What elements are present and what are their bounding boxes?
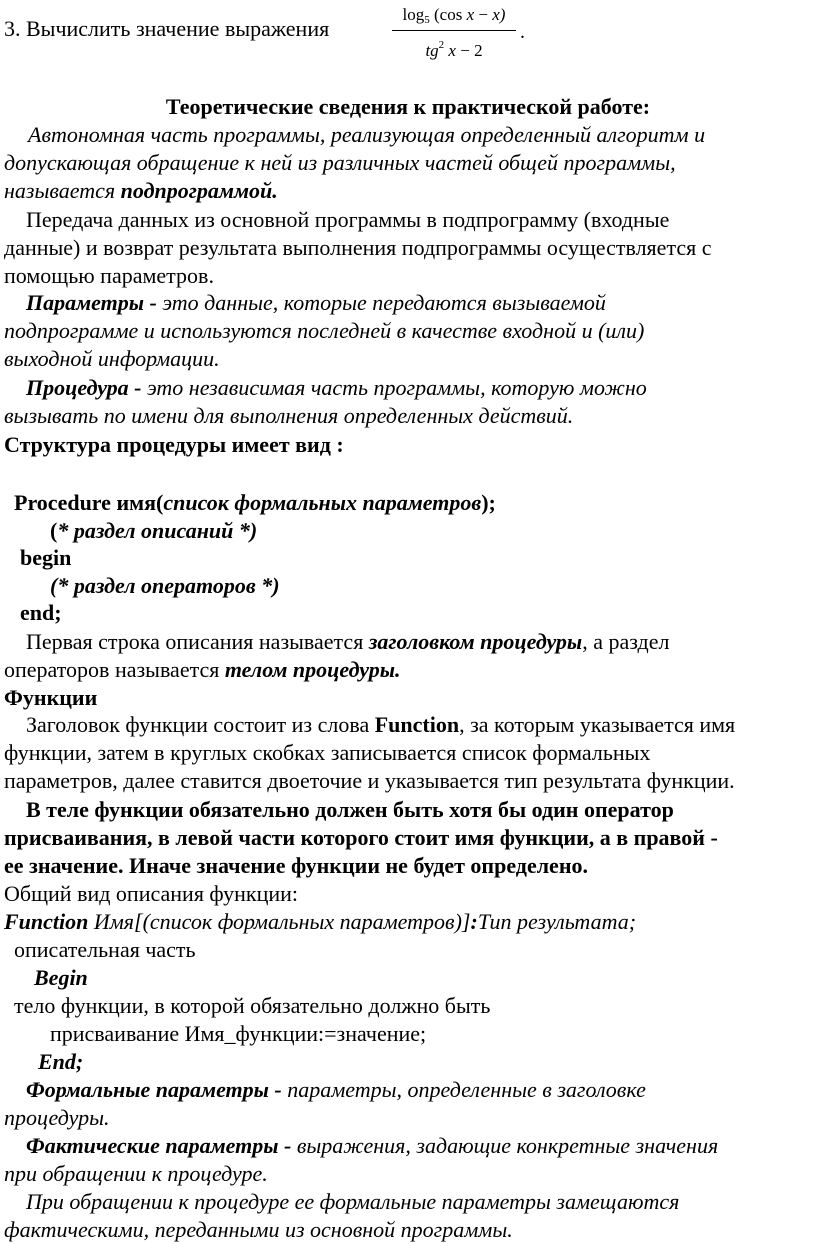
func-end: End; xyxy=(38,1049,84,1074)
params-def-line1 xyxy=(26,288,606,317)
proc-header-term: заголовком процедуры xyxy=(368,629,583,654)
formal-def-line2: процедуры. xyxy=(4,1105,110,1130)
proc-code-end: end; xyxy=(20,600,62,625)
formal-def-line1 xyxy=(26,1075,646,1104)
proc-parts-line1 xyxy=(26,627,669,656)
func-signature xyxy=(4,907,636,936)
func-header-line2: функции, затем в круглых скобках записывается список формальных xyxy=(4,740,651,765)
formal-term: Формальные параметры - xyxy=(26,1077,288,1102)
proc-parts-text1: Первая строка описания называется xyxy=(26,629,369,654)
formula-minus2: − xyxy=(460,41,470,60)
params-def-line2: подпрограмме и используются последней в качестве входной и (или) xyxy=(4,318,645,343)
func-header-text2: , за которым указывается имя xyxy=(459,712,736,737)
subroutine-def-line2: допускающая обращение к ней из различных частей общей программы, xyxy=(4,150,676,175)
formula-x3: x xyxy=(448,41,456,60)
actual-def-text1: выражения, задающие конкретные значения xyxy=(296,1133,719,1158)
func-body: тело функции, в которой обязательно должно быть xyxy=(14,993,491,1018)
proc-parts-line2 xyxy=(4,655,400,684)
task-text: 3. Вычислить значение выражения xyxy=(4,16,330,41)
func-desc-part: описательная часть xyxy=(14,937,196,962)
func-rule-line3: ее значение. Иначе значение функции не будет определено. xyxy=(4,853,588,878)
params-term: Параметры - xyxy=(26,290,163,315)
func-header-text1: Заголовок функции состоит из слова xyxy=(26,712,375,737)
proc-parts-text3: операторов называется xyxy=(4,657,225,682)
proc-code-begin: begin xyxy=(20,545,72,570)
procedure-def-line1 xyxy=(26,373,647,402)
formula-log-base: 5 xyxy=(424,14,430,26)
formula-denominator xyxy=(392,34,516,62)
func-header-line3: параметров, далее ставится двоеточие и указывается тип результата функции. xyxy=(4,768,735,793)
procedure-def-text1: это независимая часть программы, которую можно xyxy=(147,375,647,400)
proc-code-operators: (* раздел операторов *) xyxy=(50,573,280,598)
subroutine-term: подпрограммой. xyxy=(120,178,278,203)
func-rule-line2: присваивания, в левой части которого стоит имя функции, а в правой - xyxy=(4,825,718,850)
actual-term: Фактические параметры - xyxy=(26,1133,297,1158)
data-transfer-line3: помощью параметров. xyxy=(4,263,214,288)
formula-two: 2 xyxy=(474,41,483,60)
params-def-text1: это данные, которые передаются вызываемой xyxy=(162,290,606,315)
section-heading: Теоретические сведения к практической работе: xyxy=(165,94,651,119)
procedure-structure-title: Структура процедуры имеет вид : xyxy=(4,432,344,457)
func-assign: присваивание Имя_функции:=значение; xyxy=(50,1021,427,1046)
proc-keyword: Procedure имя( xyxy=(14,490,164,515)
substitution-line2: фактическими, переданными из основной программы. xyxy=(4,1217,513,1242)
func-sig-colon: : xyxy=(470,909,478,934)
subroutine-def-line3 xyxy=(4,176,278,205)
proc-descriptions-comment: * раздел описаний *) xyxy=(57,518,258,543)
func-sig-type: Тип результата; xyxy=(477,909,637,934)
task-formula xyxy=(392,4,532,64)
formula-minus1: − xyxy=(478,5,488,24)
proc-parts-text2: , а раздел xyxy=(582,629,670,654)
func-keyword: Function xyxy=(374,712,460,737)
fraction-bar xyxy=(392,30,516,31)
func-sig-name: Имя[(список формальных параметров)] xyxy=(88,909,471,934)
func-header-line1 xyxy=(26,710,735,739)
data-transfer-line1: Передача данных из основной программы в подпрограмму (входные xyxy=(26,207,670,232)
proc-body-term: телом процедуры. xyxy=(224,657,401,682)
subroutine-def-lead: называется xyxy=(4,178,121,203)
func-rule-line1: В теле функции обязательно должен быть хотя бы один оператор xyxy=(26,797,674,822)
data-transfer-line2: данные) и возврат результата выполнения подпрограммы осуществляется с xyxy=(4,235,712,260)
formula-tg: tg xyxy=(425,41,439,60)
proc-code-descriptions xyxy=(50,516,257,545)
substitution-line1: При обращении к процедуре ее формальные параметры замещаются xyxy=(26,1189,680,1214)
procedure-def-line2: вызывать по имени для выполнения определенных действий. xyxy=(4,403,574,428)
func-sig-keyword: Function xyxy=(4,909,89,934)
func-begin: Begin xyxy=(34,965,88,990)
procedure-term: Процедура - xyxy=(26,375,147,400)
formula-period: . xyxy=(520,21,525,43)
proc-param-list: список формальных параметров xyxy=(163,490,482,515)
formula-cos: (cos xyxy=(434,5,463,24)
formal-def-text1: параметры, определенные в заголовке xyxy=(287,1077,646,1102)
proc-header-end: ); xyxy=(481,490,496,515)
functions-title: Функции xyxy=(4,685,98,710)
proc-open-paren: ( xyxy=(50,518,58,543)
func-general-title: Общий вид описания функции: xyxy=(4,881,299,906)
subroutine-def-line1: Автономная часть программы, реализующая определенный алгоритм и xyxy=(28,122,706,147)
actual-def-line1 xyxy=(26,1131,718,1160)
proc-code-header xyxy=(14,488,496,517)
formula-power: 2 xyxy=(438,39,445,51)
formula-log: log xyxy=(402,5,425,24)
actual-def-line2: при обращении к процедуре. xyxy=(4,1161,268,1186)
formula-numerator xyxy=(392,4,516,31)
formula-x2: x) xyxy=(492,5,506,24)
params-def-line3: выходной информации. xyxy=(4,346,220,371)
formula-x1: x xyxy=(466,5,475,24)
